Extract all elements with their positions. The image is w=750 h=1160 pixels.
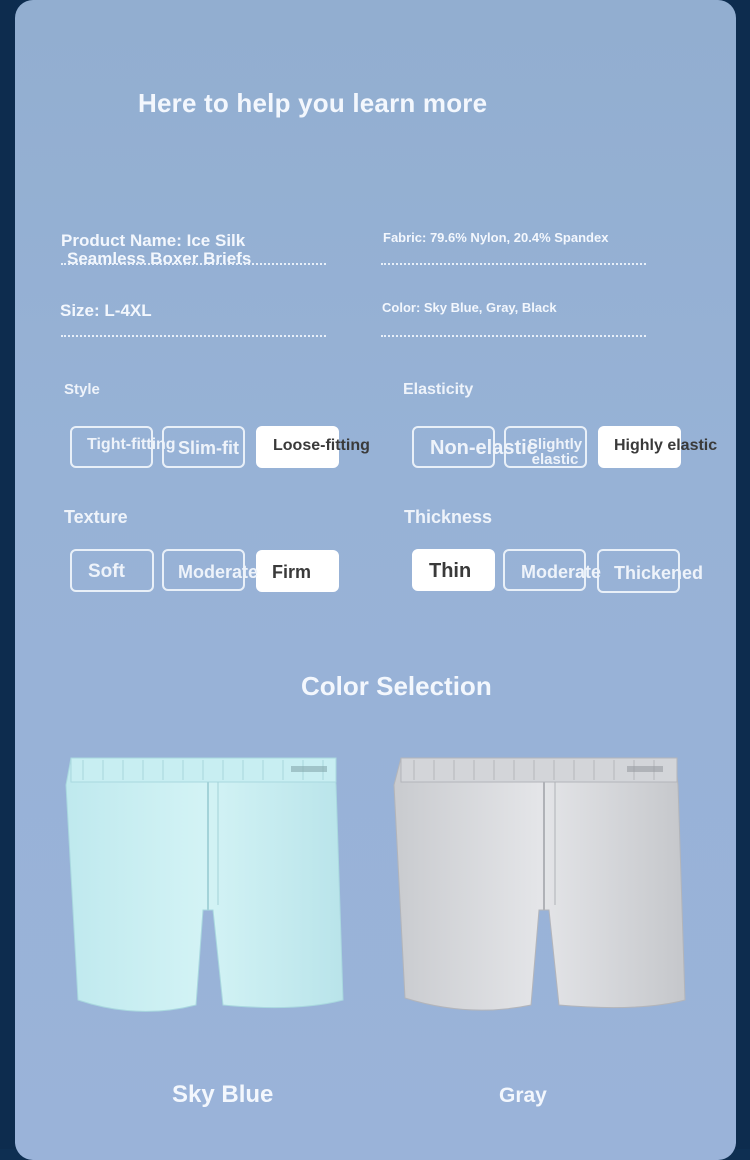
style-option-label: Tight-fitting — [87, 436, 176, 453]
divider — [381, 263, 646, 265]
style-option-label: Loose-fitting — [273, 437, 370, 454]
color-name-sky-blue: Sky Blue — [172, 1081, 274, 1108]
hero-title: Here to help you learn more — [138, 88, 488, 118]
texture-option-label: Moderate — [178, 562, 259, 582]
product-name-line2: Seamless Boxer Briefs — [67, 249, 252, 268]
color-info: Color: Sky Blue, Gray, Black — [382, 300, 557, 315]
elasticity-option-label: Slightly elastic — [527, 436, 583, 468]
divider — [61, 335, 326, 337]
color-name-gray: Gray — [499, 1084, 547, 1107]
style-label: Style — [64, 381, 100, 398]
gray-shorts-image[interactable] — [389, 750, 689, 1020]
elasticity-option-label: Non-elastic — [430, 437, 538, 459]
style-option-label: Slim-fit — [178, 438, 239, 458]
thickness-option-label: Moderate — [521, 562, 602, 582]
texture-option-label: Firm — [272, 562, 312, 582]
elasticity-label: Elasticity — [403, 381, 474, 398]
size-info: Size: L-4XL — [60, 301, 152, 320]
elasticity-option-label: Highly elastic — [614, 437, 718, 454]
thickness-option-label: Thin — [429, 560, 472, 582]
texture-label: Texture — [64, 507, 128, 527]
sky-blue-shorts-image[interactable] — [58, 750, 348, 1025]
product-name-line1: Product Name: Ice Silk — [61, 231, 246, 250]
thickness-label: Thickness — [404, 507, 493, 527]
divider — [61, 263, 326, 265]
thickness-option-label: Thickened — [614, 563, 704, 583]
divider — [381, 335, 646, 337]
content-panel — [15, 0, 736, 1160]
fabric-info: Fabric: 79.6% Nylon, 20.4% Spandex — [383, 230, 609, 245]
color-selection-title: Color Selection — [301, 671, 492, 701]
texture-option-label: Soft — [88, 561, 125, 582]
